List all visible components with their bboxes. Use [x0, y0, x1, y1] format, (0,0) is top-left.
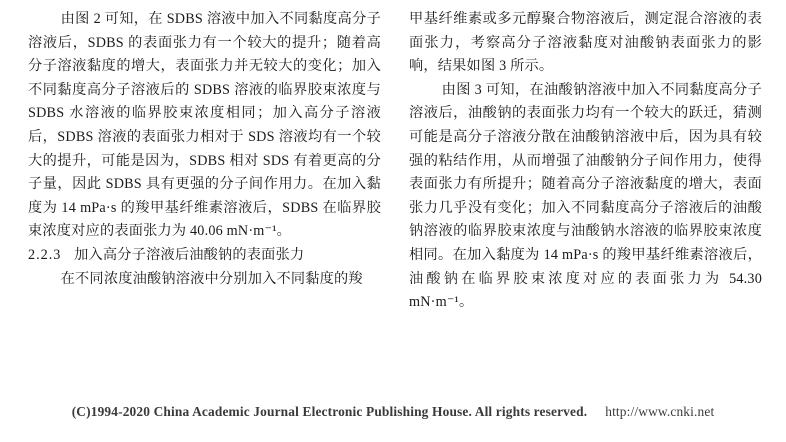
section-number: 2.2.3	[28, 246, 62, 263]
footer-copyright: (C)1994-2020 China Academic Journal Electronic Publishing House. All rights reserved.	[71, 404, 588, 419]
footer-url: http://www.cnki.net	[605, 404, 715, 419]
left-column	[0, 8, 393, 315]
paragraph: 甲基纤维素或多元醇聚合物溶液后，测定混合溶液的表面张力，考察高分子溶液黏度对油酸钠表面张力的影响，结果如图 3 所示。	[409, 11, 762, 75]
two-column-body	[0, 8, 786, 315]
page-footer	[0, 404, 786, 420]
section-title: 加入高分子溶液后油酸钠的表面张力	[74, 246, 305, 263]
paragraph: 由图 2 可知，在 SDBS 溶液中加入不同黏度高分子溶液后，SDBS 的表面张力有一个较大的提升；随着高分子溶液黏度的增大，表面张力并无较大的变化；加入不同黏度高分子溶液后的 SDBS 溶液的临界胶束浓度与 SDBS 水溶液的临界胶束浓度相同；加入高分子溶液后，SDBS 溶液的表面张力相对于 SDS 溶液均有一个较大的提升，可能是因为，SDBS 相对 SDS 有着更高的分子量，因此 SDBS 具有更强的分子间作用力。在加入黏度为 14 mPa·s 的羧甲基纤维素溶液后，SDBS 在临界胶束浓度对应的表面张力为 40.06 mN·m⁻¹。	[28, 11, 381, 240]
paragraph: 在不同浓度油酸钠溶液中分别加入不同黏度的羧	[60, 270, 363, 287]
right-column	[393, 8, 786, 315]
paragraph: 由图 3 可知，在油酸钠溶液中加入不同黏度高分子溶液后，油酸钠的表面张力均有一个较大的跃迁，猜测可能是高分子溶液分散在油酸钠溶液中后，因为具有较强的粘结作用，从而增强了油酸钠分子间作用力，使得表面张力有所提升；随着高分子溶液黏度的增大，表面张力几乎没有变化；加入不同黏度高分子溶液后的油酸钠溶液的临界胶束浓度与油酸钠水溶液的临界胶束浓度相同。在加入黏度为 14 mPa·s 的羧甲基纤维素溶液后，油酸钠在临界胶束浓度对应的表面张力为 54.30 mN·m⁻¹。	[409, 81, 762, 311]
section-heading	[28, 244, 381, 268]
